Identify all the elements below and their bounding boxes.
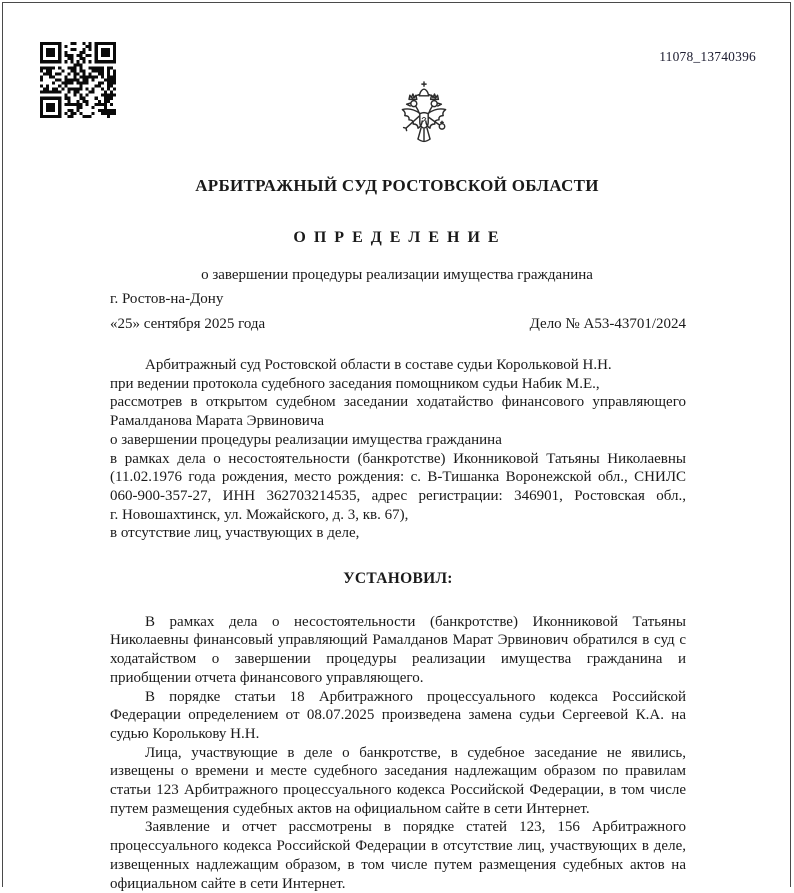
doc-type-heading: О П Р Е Д Е Л Е Н И Е [293,229,501,246]
intro-block [110,356,686,543]
date-line: «25» сентября 2025 года [110,316,266,332]
intro-line: г. Новошахтинск, ул. Можайского, д. 3, кв. 67), [110,506,409,523]
document-id: 11078_13740396 [659,49,756,64]
body-paragraph: В порядке статьи 18 Арбитражного процессуального кодекса Российской Федерации определением от 08.07.2025 произведена замена судьи Сергеевой К.А. на судью Королькову Н.Н. [110,688,686,742]
intro-line: при ведении протокола судебного заседания помощником судьи Набик М.Е., [110,375,600,392]
intro-line: о завершении процедуры реализации имущества гражданина [110,431,502,448]
city-line: г. Ростов-на-Дону [110,291,224,307]
resolution-heading: УСТАНОВИЛ: [343,570,453,588]
intro-line: в рамках дела о несостоятельности (банкротстве) Иконниковой Татьяны Николаевны [110,450,686,467]
body-paragraph: В рамках дела о несостоятельности (банкротстве) Иконниковой Татьяны Николаевны финансовый управляющий Рамалданов Марат Эрвинович обратился в суд с ходатайством о завершении процедуры реализации имущества гражданина и приобщении отчета финансового управляющего. [110,613,686,686]
body-paragraph: Заявление и отчет рассмотрены в порядке статей 123, 156 Арбитражного процессуального кодекса Российской Федерации в отсутствие лиц, участвующих в деле, извещенных надлежащим образом, в том числе путем размещения судебных актов на официальном сайте в сети Интернет. [110,819,686,892]
case-number: Дело № А53-43701/2024 [529,316,686,332]
qr-code-icon [40,42,116,118]
intro-line: в отсутствие лиц, участвующих в деле, [110,525,360,542]
body-paragraphs-block [110,613,686,893]
body-paragraph: Лица, участвующие в деле о банкротстве, в судебное заседание не явились, извещены о времени и месте судебного заседания надлежащим образом по правилам статьи 123 Арбитражного процессуального кодекса Российской Федерации, в том числе путем размещения судебных актов на официальном сайте в сети Интернет. [110,744,686,817]
intro-line: (11.02.1976 года рождения, место рождения: с. В-Тишанка Воронежской обл., СНИЛС [110,469,686,486]
coat-of-arms-icon [388,78,460,164]
intro-line: Рамалданова Марата Эрвиновича [110,413,325,430]
court-name: АРБИТРАЖНЫЙ СУД РОСТОВСКОЙ ОБЛАСТИ [195,176,599,195]
date-case-row [110,316,686,333]
intro-line: 060-900-357-27, ИНН 362703214535, адрес регистрации: 346901, Ростовская обл., [110,487,686,504]
intro-line: Арбитражный суд Ростовской области в составе судьи Корольковой Н.Н. [145,357,612,373]
intro-line: рассмотрев в открытом судебном заседании ходатайство финансового управляющего [110,394,686,411]
doc-subject: о завершении процедуры реализации имущества гражданина [201,267,593,283]
document-body [110,356,686,893]
